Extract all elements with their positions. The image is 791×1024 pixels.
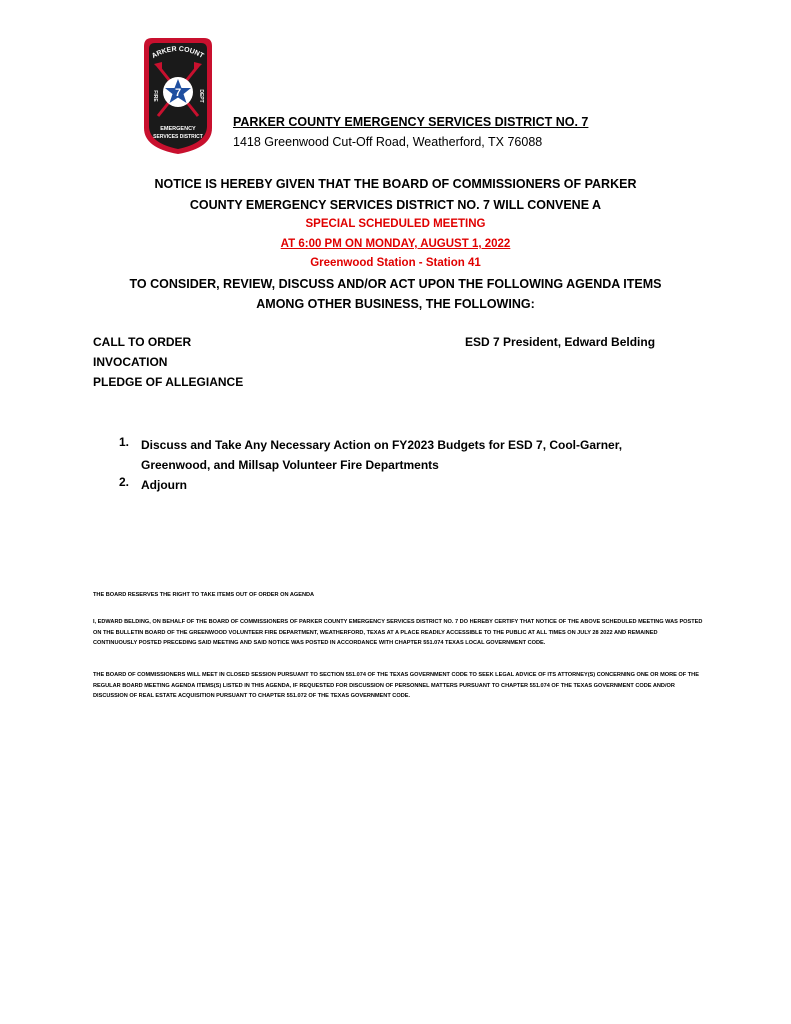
fire-department-logo (140, 36, 216, 156)
logo-right-text: DEPT (198, 89, 204, 103)
logo-left-text: FIRE (152, 90, 158, 102)
district-title: PARKER COUNTY EMERGENCY SERVICES DISTRICT NO. 7 (233, 115, 589, 129)
notice-line-7: AMONG OTHER BUSINESS, THE FOLLOWING: (256, 297, 535, 311)
notice-line-1: NOTICE IS HEREBY GIVEN THAT THE BOARD OF COMMISSIONERS OF PARKER (154, 177, 637, 191)
logo-arc-text: ARKER COUNT (150, 45, 205, 61)
logo-bottom-text-2: SERVICES DISTRICT (153, 134, 203, 140)
district-address: 1418 Greenwood Cut-Off Road, Weatherford, TX 76088 (233, 135, 543, 149)
logo-number: 7 (174, 87, 182, 99)
posting-certification: I, EDWARD BELDING, ON BEHALF OF THE BOARD OF COMMISSIONERS OF PARKER COUNTY EMERGENCY SERVICES DISTRICT NO. 7 DO HEREBY CERTIFY THAT NOTICE OF THE ABOVE SCHEDULED MEETING WAS POSTED ON THE BULLETIN BOARD OF THE GREENWOOD VOLUNTEER FIRE DEPARTMENT, WEATHERFORD, TEXAS AT A PLACE READILY ACCESSIBLE TO THE PUBLIC AT ALL TIMES ON JULY 28 2022 AND REMAINED CONTINUOUSLY POSTED PRECEDING SAID MEETING AND SAID NOTICE WAS POSTED IN ACCORDANCE WITH CHAPTER 551.074 TEXAS LOCAL GOVERNMENT CODE. (93, 619, 703, 647)
order-disclaimer: THE BOARD RESERVES THE RIGHT TO TAKE ITEMS OUT OF ORDER ON AGENDA (93, 592, 315, 598)
meeting-datetime: AT 6:00 PM ON MONDAY, AUGUST 1, 2022 (280, 238, 511, 250)
agenda-item-text: Discuss and Take Any Necessary Action on FY2023 Budgets for ESD 7, Cool-Garner, Greenwood, and Millsap Volunteer Fire Departments (141, 438, 623, 472)
logo-bottom-text-1: EMERGENCY (160, 126, 196, 132)
notice-line-6: TO CONSIDER, REVIEW, DISCUSS AND/OR ACT UPON THE FOLLOWING AGENDA ITEMS (129, 277, 662, 291)
agenda-item-text: Adjourn (141, 478, 187, 492)
shield-emblem-icon (140, 36, 216, 156)
notice-line-2: COUNTY EMERGENCY SERVICES DISTRICT NO. 7 WILL CONVENE A (189, 198, 602, 212)
presider: ESD 7 President, Edward Belding (465, 335, 656, 349)
agenda-item-number: 2. (119, 475, 130, 489)
agenda-item-number: 1. (119, 435, 130, 449)
call-to-order: CALL TO ORDER (93, 335, 192, 349)
invocation: INVOCATION (93, 355, 168, 369)
meeting-type: SPECIAL SCHEDULED MEETING (305, 218, 486, 230)
pledge-of-allegiance: PLEDGE OF ALLEGIANCE (93, 375, 244, 389)
closed-session-notice: THE BOARD OF COMMISSIONERS WILL MEET IN CLOSED SESSION PURSUANT TO SECTION 551.074 OF THE TEXAS GOVERNMENT CODE TO SEEK LEGAL ADVICE OF ITS ATTORNEY(S) CONCERNING ONE OR MORE OF THE REGULAR BOARD MEETING AGENDA ITEMS(S) LISTED IN THIS AGENDA, IF REQUESTED FOR DISCUSSION OF PERSONNEL MATTERS PURSUANT TO CHAPTER 551.074 OF THE TEXAS GOVERNMENT CODE AND/OR DISCUSSION OF REAL ESTATE ACQUISITION PURSUANT TO CHAPTER 551.072 OF THE TEXAS GOVERNMENT CODE. (93, 672, 699, 700)
meeting-location: Greenwood Station - Station 41 (310, 257, 481, 269)
